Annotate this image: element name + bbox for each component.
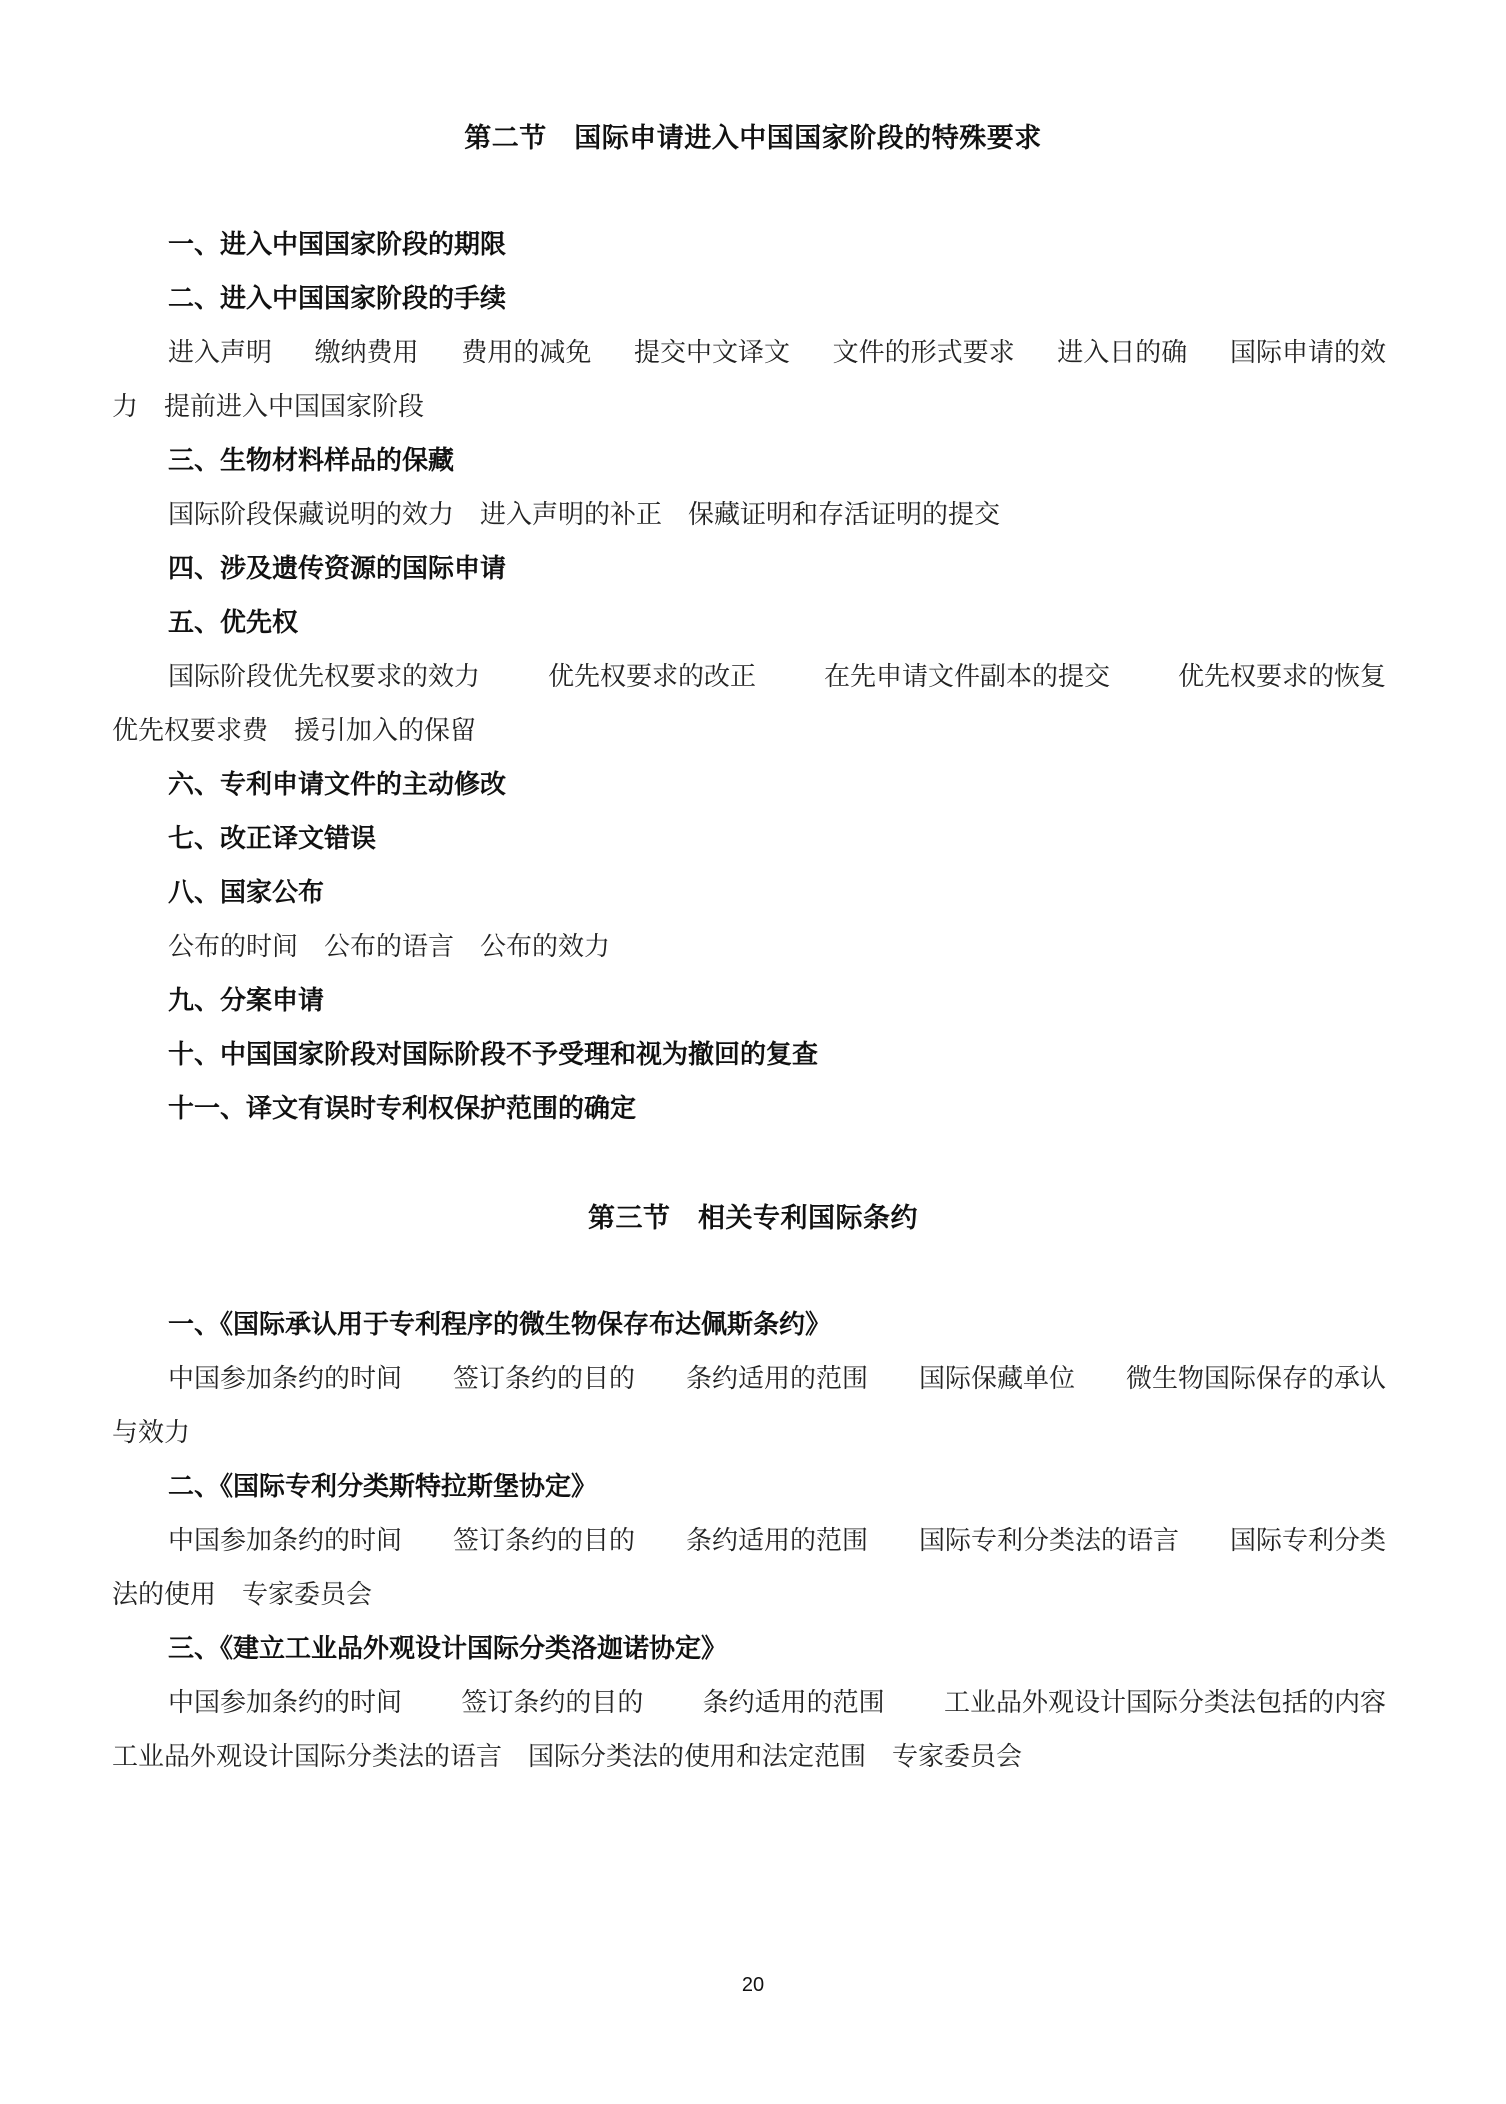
heading-2-1: 一、进入中国国家阶段的期限 [168, 230, 507, 260]
paragraph-3-3-line1 [168, 1682, 1386, 1719]
heading-2-8: 八、国家公布 [168, 878, 325, 908]
paragraph-3-3-line2: 工业品外观设计国际分类法的语言 国际分类法的使用和法定范围 专家委员会 [112, 1742, 1023, 1772]
heading-2-3: 三、生物材料样品的保藏 [168, 446, 455, 476]
heading-2-6: 六、专利申请文件的主动修改 [168, 770, 507, 800]
paragraph-2-2-line2: 力 提前进入中国国家阶段 [112, 392, 425, 422]
text-segment: 文件的形式要求 [832, 338, 1015, 368]
paragraph-2-5-line1 [168, 656, 1386, 693]
text-segment: 国际专利分类 [1229, 1526, 1386, 1556]
heading-2-11: 十一、译文有误时专利权保护范围的确定 [168, 1094, 637, 1124]
text-segment: 条约适用的范围 [685, 1526, 868, 1556]
paragraph-2-8-line1: 公布的时间 公布的语言 公布的效力 [168, 932, 611, 962]
text-segment: 进入声明 [168, 338, 273, 368]
paragraph-2-3-line1: 国际阶段保藏说明的效力 进入声明的补正 保藏证明和存活证明的提交 [168, 500, 1001, 530]
heading-2-5: 五、优先权 [168, 608, 299, 638]
text-segment: 费用的减免 [461, 338, 592, 368]
text-segment: 中国参加条约的时间 [168, 1364, 403, 1394]
heading-2-9: 九、分案申请 [168, 986, 325, 1016]
heading-2-10: 十、中国国家阶段对国际阶段不予受理和视为撤回的复查 [168, 1040, 819, 1070]
heading-3-3: 三、《建立工业品外观设计国际分类洛迦诺协定》 [168, 1634, 728, 1664]
text-segment: 微生物国际保存的承认 [1125, 1364, 1386, 1394]
heading-3-2: 二、《国际专利分类斯特拉斯堡协定》 [168, 1472, 598, 1502]
text-segment: 中国参加条约的时间 [168, 1526, 403, 1556]
text-segment: 国际阶段优先权要求的效力 [168, 662, 481, 692]
text-segment: 条约适用的范围 [685, 1364, 868, 1394]
text-segment: 在先申请文件副本的提交 [823, 662, 1110, 692]
paragraph-3-1-line2: 与效力 [112, 1418, 191, 1448]
section-3-title: 第三节 相关专利国际条约 [588, 1203, 918, 1234]
heading-3-1: 一、《国际承认用于专利程序的微生物保存布达佩斯条约》 [168, 1310, 832, 1340]
paragraph-2-5-line2: 优先权要求费 援引加入的保留 [112, 716, 477, 746]
paragraph-3-2-line2: 法的使用 专家委员会 [112, 1580, 373, 1610]
text-segment: 签订条约的目的 [461, 1688, 644, 1718]
paragraph-2-2-line1 [168, 332, 1386, 369]
text-segment: 国际保藏单位 [918, 1364, 1075, 1394]
heading-2-7: 七、改正译文错误 [168, 824, 377, 854]
text-segment: 提交中文译文 [633, 338, 790, 368]
text-segment: 签订条约的目的 [452, 1526, 635, 1556]
text-segment: 条约适用的范围 [702, 1688, 885, 1718]
text-segment: 优先权要求的恢复 [1177, 662, 1386, 692]
heading-2-2: 二、进入中国国家阶段的手续 [168, 284, 507, 314]
text-segment: 国际专利分类法的语言 [918, 1526, 1179, 1556]
text-segment: 中国参加条约的时间 [168, 1688, 403, 1718]
text-segment: 签订条约的目的 [452, 1364, 635, 1394]
section-2-title: 第二节 国际申请进入中国国家阶段的特殊要求 [464, 123, 1042, 154]
page-number: 20 [741, 1974, 765, 1996]
heading-2-4: 四、涉及遗传资源的国际申请 [168, 554, 507, 584]
text-segment: 缴纳费用 [314, 338, 419, 368]
paragraph-3-2-line1 [168, 1520, 1386, 1557]
text-segment: 工业品外观设计国际分类法包括的内容 [943, 1688, 1386, 1718]
text-segment: 国际申请的效 [1229, 338, 1386, 368]
text-segment: 进入日的确 [1057, 338, 1188, 368]
paragraph-3-1-line1 [168, 1358, 1386, 1395]
text-segment: 优先权要求的改正 [547, 662, 756, 692]
